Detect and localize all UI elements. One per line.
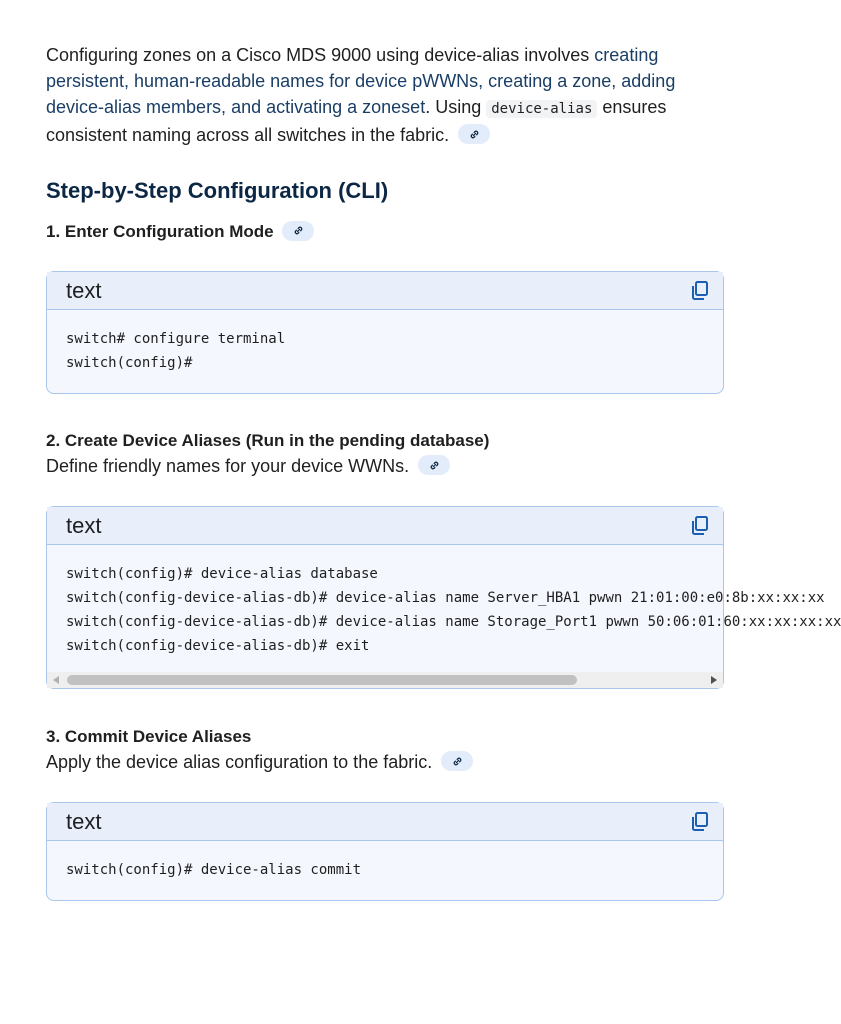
source-link-chip[interactable] <box>282 221 314 241</box>
intro-highlight: creating persistent, human-readable names for device pWWNs, creating a zone, adding device-alias members, and activating a zoneset <box>46 45 676 117</box>
copy-button[interactable] <box>689 280 711 302</box>
source-link-chip[interactable] <box>418 455 450 475</box>
intro-text-after: ensures consistent naming across all switches in the fabric. <box>46 97 667 145</box>
intro-text-before: Configuring zones on a Cisco MDS 9000 using device-alias involves <box>46 45 595 65</box>
code-language-label: text <box>66 808 102 834</box>
article <box>46 42 841 901</box>
copy-button[interactable] <box>689 811 711 833</box>
link-icon <box>429 460 440 471</box>
scrollbar-thumb[interactable] <box>67 675 577 685</box>
link-icon <box>452 756 463 767</box>
code-content[interactable]: switch(config)# device-alias commit <box>66 862 362 878</box>
copy-icon <box>691 812 709 831</box>
step-description-text: Define friendly names for your device WWNs. <box>46 456 410 476</box>
scroll-right-arrow-icon[interactable] <box>711 676 717 684</box>
code-block <box>46 506 841 689</box>
step-description <box>46 453 724 479</box>
code-header <box>47 803 723 841</box>
scroll-left-arrow-icon[interactable] <box>53 676 59 684</box>
source-link-chip[interactable] <box>441 751 473 771</box>
link-icon <box>469 129 480 140</box>
step-description <box>46 749 724 775</box>
step-description-text: Apply the device alias configuration to the fabric. <box>46 752 433 772</box>
horizontal-scrollbar[interactable] <box>47 672 723 688</box>
step-title-text: 1. Enter Configuration Mode <box>46 222 274 241</box>
code-language-label: text <box>66 512 102 538</box>
link-icon <box>293 225 304 236</box>
code-content[interactable]: switch# configure terminal switch(config)# <box>66 331 286 371</box>
copy-button[interactable] <box>689 515 711 537</box>
inline-code: device-alias <box>486 100 597 118</box>
code-header <box>47 507 723 545</box>
step-3 <box>46 725 724 901</box>
step-title <box>46 220 724 244</box>
code-header <box>47 272 723 310</box>
step-title: 3. Commit Device Aliases <box>46 727 252 746</box>
section-heading: Step-by-Step Configuration (CLI) <box>46 178 389 203</box>
intro-paragraph <box>46 42 724 148</box>
source-link-chip[interactable] <box>458 124 490 144</box>
step-1 <box>46 220 724 394</box>
code-block <box>46 271 724 394</box>
intro-text-mid: . Using <box>425 97 487 117</box>
step-2 <box>46 429 841 689</box>
step-title: 2. Create Device Aliases (Run in the pending database) <box>46 431 490 450</box>
code-language-label: text <box>66 277 102 303</box>
code-content[interactable]: switch(config)# device-alias database switch(config-device-alias-db)# device-alias name Server_HBA1 pwwn 21:01:00:e0:8b:xx:xx:xx switch(config-device-alias-db)# device-alias name Storage_Port1 pwwn 50:06:01:60:xx:xx:xx:xx switch(config-device-alias-db)# exit <box>66 566 841 654</box>
copy-icon <box>691 516 709 535</box>
code-block <box>46 802 724 901</box>
copy-icon <box>691 281 709 300</box>
